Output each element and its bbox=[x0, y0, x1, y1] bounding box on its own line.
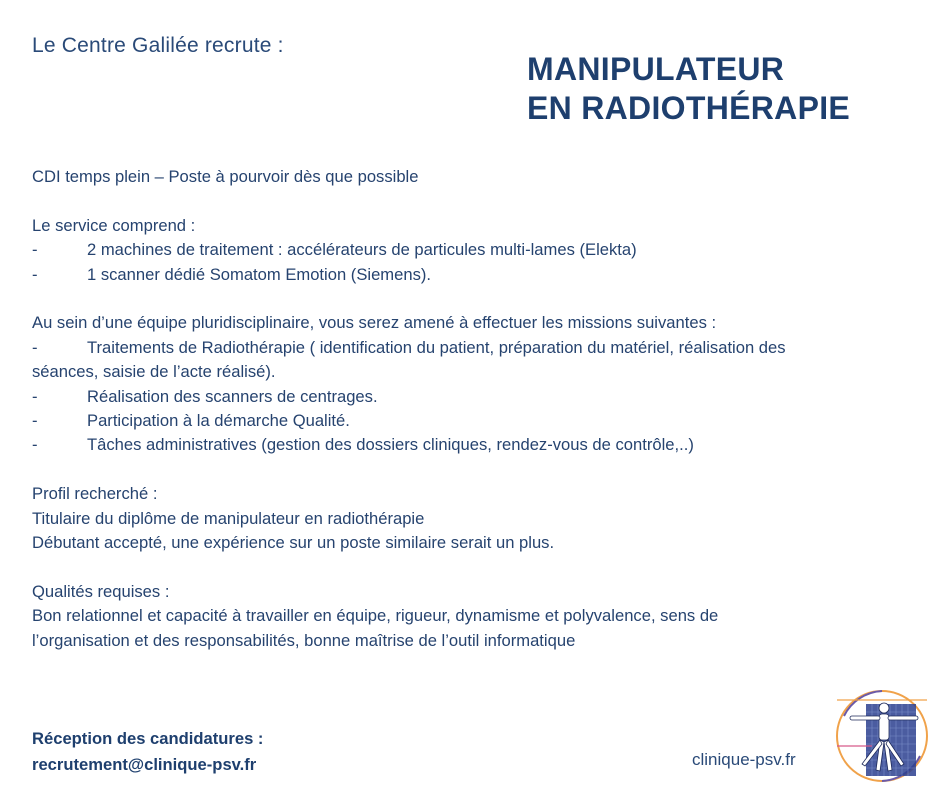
bullet-dash: - bbox=[32, 240, 38, 260]
list-item bbox=[32, 433, 922, 457]
service-section bbox=[32, 214, 922, 287]
qualities-line: Bon relationnel et capacité à travailler en équipe, rigueur, dynamisme et polyvalence, sens de bbox=[32, 606, 719, 626]
applications-label: Réception des candidatures : bbox=[32, 729, 264, 748]
contract-info: CDI temps plein – Poste à pourvoir dès que possible bbox=[32, 167, 419, 186]
job-description bbox=[32, 165, 922, 677]
title-line-1: MANIPULATEUR bbox=[527, 51, 785, 87]
qualities-heading: Qualités requises : bbox=[32, 581, 170, 601]
profile-heading: Profil recherché : bbox=[32, 484, 158, 504]
profile-section bbox=[32, 482, 922, 555]
missions-heading: Au sein d’une équipe pluridisciplinaire, vous serez amené à effectuer les missions suivantes : bbox=[32, 313, 717, 333]
service-item: 2 machines de traitement : accélérateurs de particules multi-lames (Elekta) bbox=[87, 240, 637, 260]
applications-info bbox=[32, 726, 263, 778]
qualities-line: l’organisation et des responsabilités, bonne maîtrise de l’outil informatique bbox=[32, 630, 576, 650]
profile-line: Débutant accepté, une expérience sur un poste similaire serait un plus. bbox=[32, 533, 555, 553]
missions-section bbox=[32, 311, 922, 457]
title-line-2: EN RADIOTHÉRAPIE bbox=[527, 90, 851, 126]
mission-item: Réalisation des scanners de centrages. bbox=[87, 386, 378, 406]
bullet-dash: - bbox=[32, 337, 38, 357]
vitruvian-man-logo-icon bbox=[832, 686, 932, 786]
mission-item: Tâches administratives (gestion des dossiers cliniques, rendez-vous de contrôle,..) bbox=[87, 435, 694, 455]
service-heading: Le service comprend : bbox=[32, 215, 196, 235]
bullet-dash: - bbox=[32, 386, 38, 406]
service-item: 1 scanner dédié Somatom Emotion (Siemens). bbox=[87, 264, 432, 284]
mission-item: Traitements de Radiothérapie ( identification du patient, préparation du matériel, réalisation des bbox=[87, 337, 786, 357]
intro-text: Le Centre Galilée recrute : bbox=[32, 34, 284, 57]
page-title bbox=[527, 50, 850, 128]
list-item bbox=[32, 238, 922, 262]
qualities-section bbox=[32, 580, 922, 653]
list-item bbox=[32, 385, 922, 409]
website-link[interactable]: clinique-psv.fr bbox=[692, 750, 796, 769]
list-item bbox=[32, 336, 922, 360]
mission-item: Participation à la démarche Qualité. bbox=[87, 411, 350, 431]
application-email-link[interactable]: recrutement@clinique-psv.fr bbox=[32, 755, 257, 774]
list-item bbox=[32, 263, 922, 287]
bullet-dash: - bbox=[32, 264, 38, 284]
bullet-dash: - bbox=[32, 435, 38, 455]
profile-line: Titulaire du diplôme de manipulateur en radiothérapie bbox=[32, 508, 425, 528]
mission-item-continuation: séances, saisie de l’acte réalisé). bbox=[32, 362, 276, 382]
bullet-dash: - bbox=[32, 411, 38, 431]
list-item bbox=[32, 409, 922, 433]
